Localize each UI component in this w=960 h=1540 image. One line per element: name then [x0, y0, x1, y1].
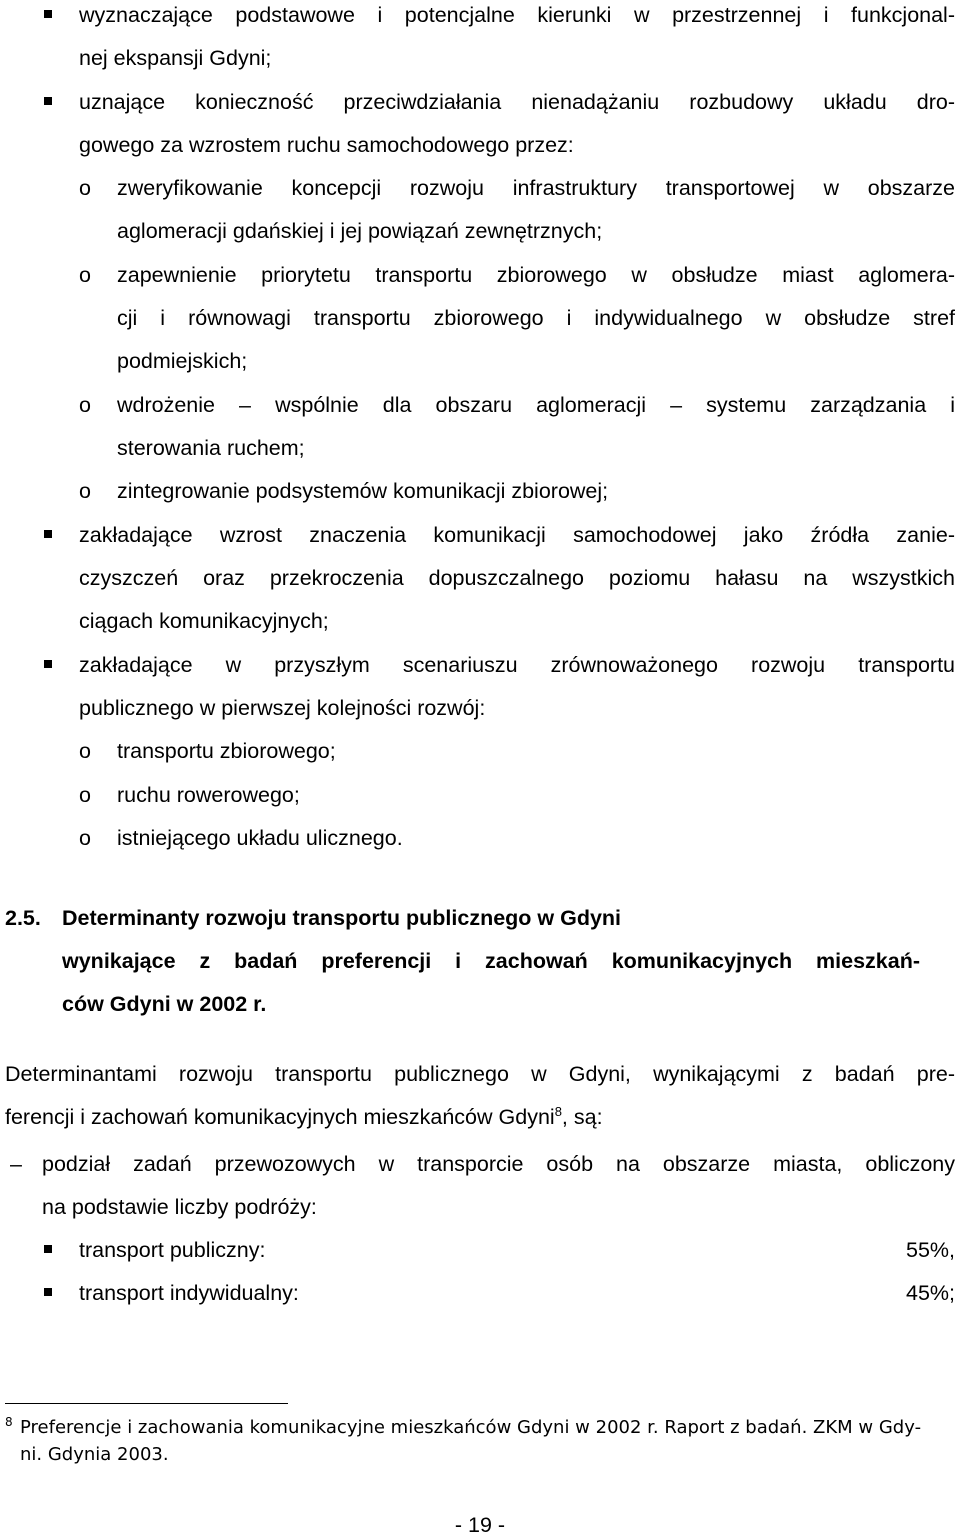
subitem-line: zintegrowanie podsystemów komunikacji zbiorowej;: [117, 479, 609, 503]
square-bullet-icon: [44, 530, 52, 538]
share-value: 55%,: [905, 1238, 955, 1262]
subitem-line: istniejącego układu ulicznego.: [117, 826, 403, 850]
subitem-line: zapewnienie priorytetu transportu zbiorowego w obsłudze miast aglomera-: [117, 263, 955, 287]
circle-bullet-icon: o: [79, 479, 91, 503]
bullet-line: zakładające w przyszłym scenariuszu zrównoważonego rozwoju transportu: [79, 653, 955, 677]
circle-bullet-icon: o: [79, 393, 91, 417]
subitem-line: podmiejskich;: [117, 349, 248, 373]
dash-item-line: podział zadań przewozowych w transporcie osób na obszarze miasta, obliczony: [42, 1152, 955, 1176]
subitem-line: zweryfikowanie koncepcji rozwoju infrastruktury transportowej w obszarze: [117, 176, 955, 200]
circle-bullet-icon: o: [79, 739, 91, 763]
section-title-line: Determinanty rozwoju transportu publicznego w Gdyni: [62, 906, 622, 930]
section-title-line: wynikające z badań preferencji i zachowań komunikacyjnych mieszkań-: [62, 949, 920, 973]
circle-bullet-icon: o: [79, 176, 91, 200]
square-bullet-icon: [44, 10, 52, 18]
share-label: transport publiczny:: [79, 1238, 266, 1262]
footnote-line: Preferencje i zachowania komunikacyjne mieszkańców Gdyni w 2002 r. Raport z badań. ZKM w Gdy-: [20, 1417, 922, 1438]
bullet-line: uznające konieczność przeciwdziałania nienadążaniu rozbudowy układu dro-: [79, 90, 955, 114]
bullet-line: czyszczeń oraz przekroczenia dopuszczalnego poziomu hałasu na wszystkich: [79, 566, 955, 590]
section-title-line: ców Gdyni w 2002 r.: [62, 992, 267, 1016]
share-value: 45%;: [905, 1281, 955, 1305]
circle-bullet-icon: o: [79, 783, 91, 807]
page-number: - 19 -: [454, 1513, 506, 1537]
paragraph-text: ferencji i zachowań komunikacyjnych mieszkańców Gdyni: [5, 1105, 555, 1129]
footnote-line: ni. Gdynia 2003.: [20, 1444, 169, 1465]
subitem-line: wdrożenie – wspólnie dla obszaru aglomeracji – systemu zarządzania i: [117, 393, 955, 417]
bullet-line: gowego za wzrostem ruchu samochodowego przez:: [79, 133, 574, 157]
paragraph-text: , są:: [561, 1105, 603, 1129]
circle-bullet-icon: o: [79, 263, 91, 287]
subitem-line: transportu zbiorowego;: [117, 739, 336, 763]
subitem-line: sterowania ruchem;: [117, 436, 305, 460]
bullet-line: zakładające wzrost znaczenia komunikacji samochodowej jako źródła zanie-: [79, 523, 955, 547]
bullet-line: publicznego w pierwszej kolejności rozwój:: [79, 696, 486, 720]
dash-bullet-icon: –: [10, 1152, 22, 1176]
section-number: 2.5.: [5, 906, 41, 930]
share-label: transport indywidualny:: [79, 1281, 299, 1305]
footnote-reference[interactable]: 8: [554, 1103, 562, 1119]
square-bullet-icon: [44, 1245, 52, 1253]
paragraph-line: [5, 1102, 603, 1132]
footnote-separator: [5, 1403, 288, 1404]
subitem-line: aglomeracji gdańskiej i jej powiązań zewnętrznych;: [117, 219, 603, 243]
bullet-line: ciągach komunikacyjnych;: [79, 609, 329, 633]
paragraph-line: Determinantami rozwoju transportu publicznego w Gdyni, wynikającymi z badań pre-: [5, 1062, 955, 1086]
bullet-line: wyznaczające podstawowe i potencjalne kierunki w przestrzennej i funkcjonal-: [79, 3, 955, 27]
circle-bullet-icon: o: [79, 826, 91, 850]
footnote-number: 8: [5, 1415, 13, 1429]
dash-item-line: na podstawie liczby podróży:: [42, 1195, 317, 1219]
square-bullet-icon: [44, 660, 52, 668]
square-bullet-icon: [44, 1288, 52, 1296]
subitem-line: cji i równowagi transportu zbiorowego i indywidualnego w obsłudze stref: [117, 306, 955, 330]
square-bullet-icon: [44, 97, 52, 105]
bullet-line: nej ekspansji Gdyni;: [79, 46, 272, 70]
footnote-line: [5, 1416, 13, 1440]
subitem-line: ruchu rowerowego;: [117, 783, 300, 807]
